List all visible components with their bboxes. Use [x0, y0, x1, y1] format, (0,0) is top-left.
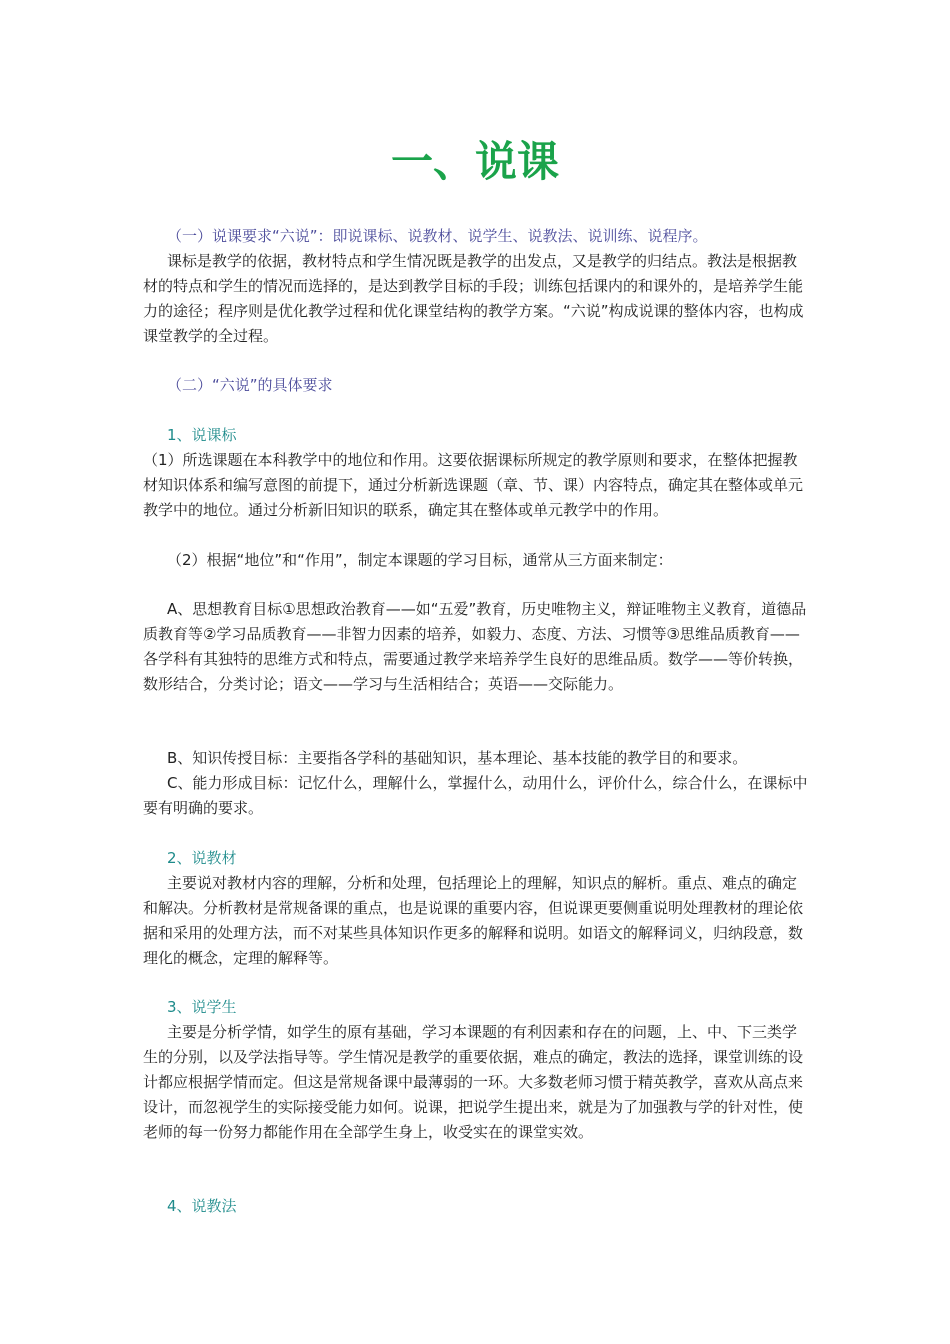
- paragraph-objective-a: A、思想教育目标①思想政治教育——如“五爱”教育，历史唯物主义，辩证唯物主义教育，道德品质教育等②学习品质教育——非智力因素的培养，如毅力、态度、方法、习惯等③思维品质教育——各学科有其独特的思维方式和特点，需要通过教学来培养学生良好的思维品质。数学——等价转换，数形结合，分类讨论；语文——学习与生活相结合；英语——交际能力。: [143, 600, 807, 693]
- item-heading-methods: 4、说教法: [167, 1197, 237, 1215]
- paragraph-objectives-intro: （2）根据“地位”和“作用”，制定本课题的学习目标，通常从三方面来制定：: [167, 551, 673, 569]
- paragraph-textbook: 主要说对教材内容的理解，分析和处理，包括理论上的理解，知识点的解析。重点、难点的确定和解决。分析教材是常规备课的重点，也是说课的重要内容，但说课更要侧重说明处理教材的理论依据和采用的处理方法，而不对某些具体知识作更多的解释和说明。如语文的解释词义，归纳段意，数理化的概念，定理的解释等。: [143, 874, 804, 967]
- paragraph-position-role: （1）所选课题在本科教学中的地位和作用。这要依据课标所规定的教学原则和要求，在整体把握教材知识体系和编写意图的前提下，通过分析新选课题（章、节、课）内容特点，确定其在整体或单元教学中的地位。通过分析新旧知识的联系，确定其在整体或单元教学中的作用。: [143, 451, 804, 519]
- section-paragraph-standards: 课标是教学的依据，教材特点和学生情况既是教学的出发点，又是教学的归结点。教法是根据教材的特点和学生的情况而选择的，是达到教学目标的手段；训练包括课内的和课外的，是培养学生能力的途径；程序则是优化教学过程和优化课堂结构的教学方案。“六说”构成说课的整体内容，也构成课堂教学的全过程。: [143, 252, 804, 345]
- item-heading-curriculum: 1、说课标: [167, 426, 237, 444]
- page-title: 一、说课: [390, 137, 559, 186]
- paragraph-students: 主要是分析学情，如学生的原有基础，学习本课题的有利因素和存在的问题，上、中、下三类学生的分别，以及学法指导等。学生情况是教学的重要依据，难点的确定，教法的选择，课堂训练的设计都应根据学情而定。但这是常规备课中最薄弱的一环。大多数老师习惯于精英教学，喜欢从高点来设计，而忽视学生的实际接受能力如何。说课，把说学生提出来，就是为了加强教与学的针对性，使老师的每一份努力都能作用在全部学生身上，收受实在的课堂实效。: [143, 1023, 804, 1141]
- paragraph-objective-c: C、能力形成目标：记忆什么，理解什么，掌握什么，动用什么，评价什么，综合什么，在课标中要有明确的要求。: [143, 774, 808, 817]
- section-heading-specific: （二）“六说”的具体要求: [167, 376, 333, 394]
- item-heading-students: 3、说学生: [167, 998, 237, 1016]
- item-heading-textbook: 2、说教材: [167, 849, 237, 867]
- section-heading-requirements: （一）说课要求“六说”：即说课标、说教材、说学生、说教法、说训练、说程序。: [167, 227, 708, 245]
- paragraph-objective-b: B、知识传授目标：主要指各学科的基础知识，基本理论、基本技能的教学目的和要求。: [167, 749, 748, 767]
